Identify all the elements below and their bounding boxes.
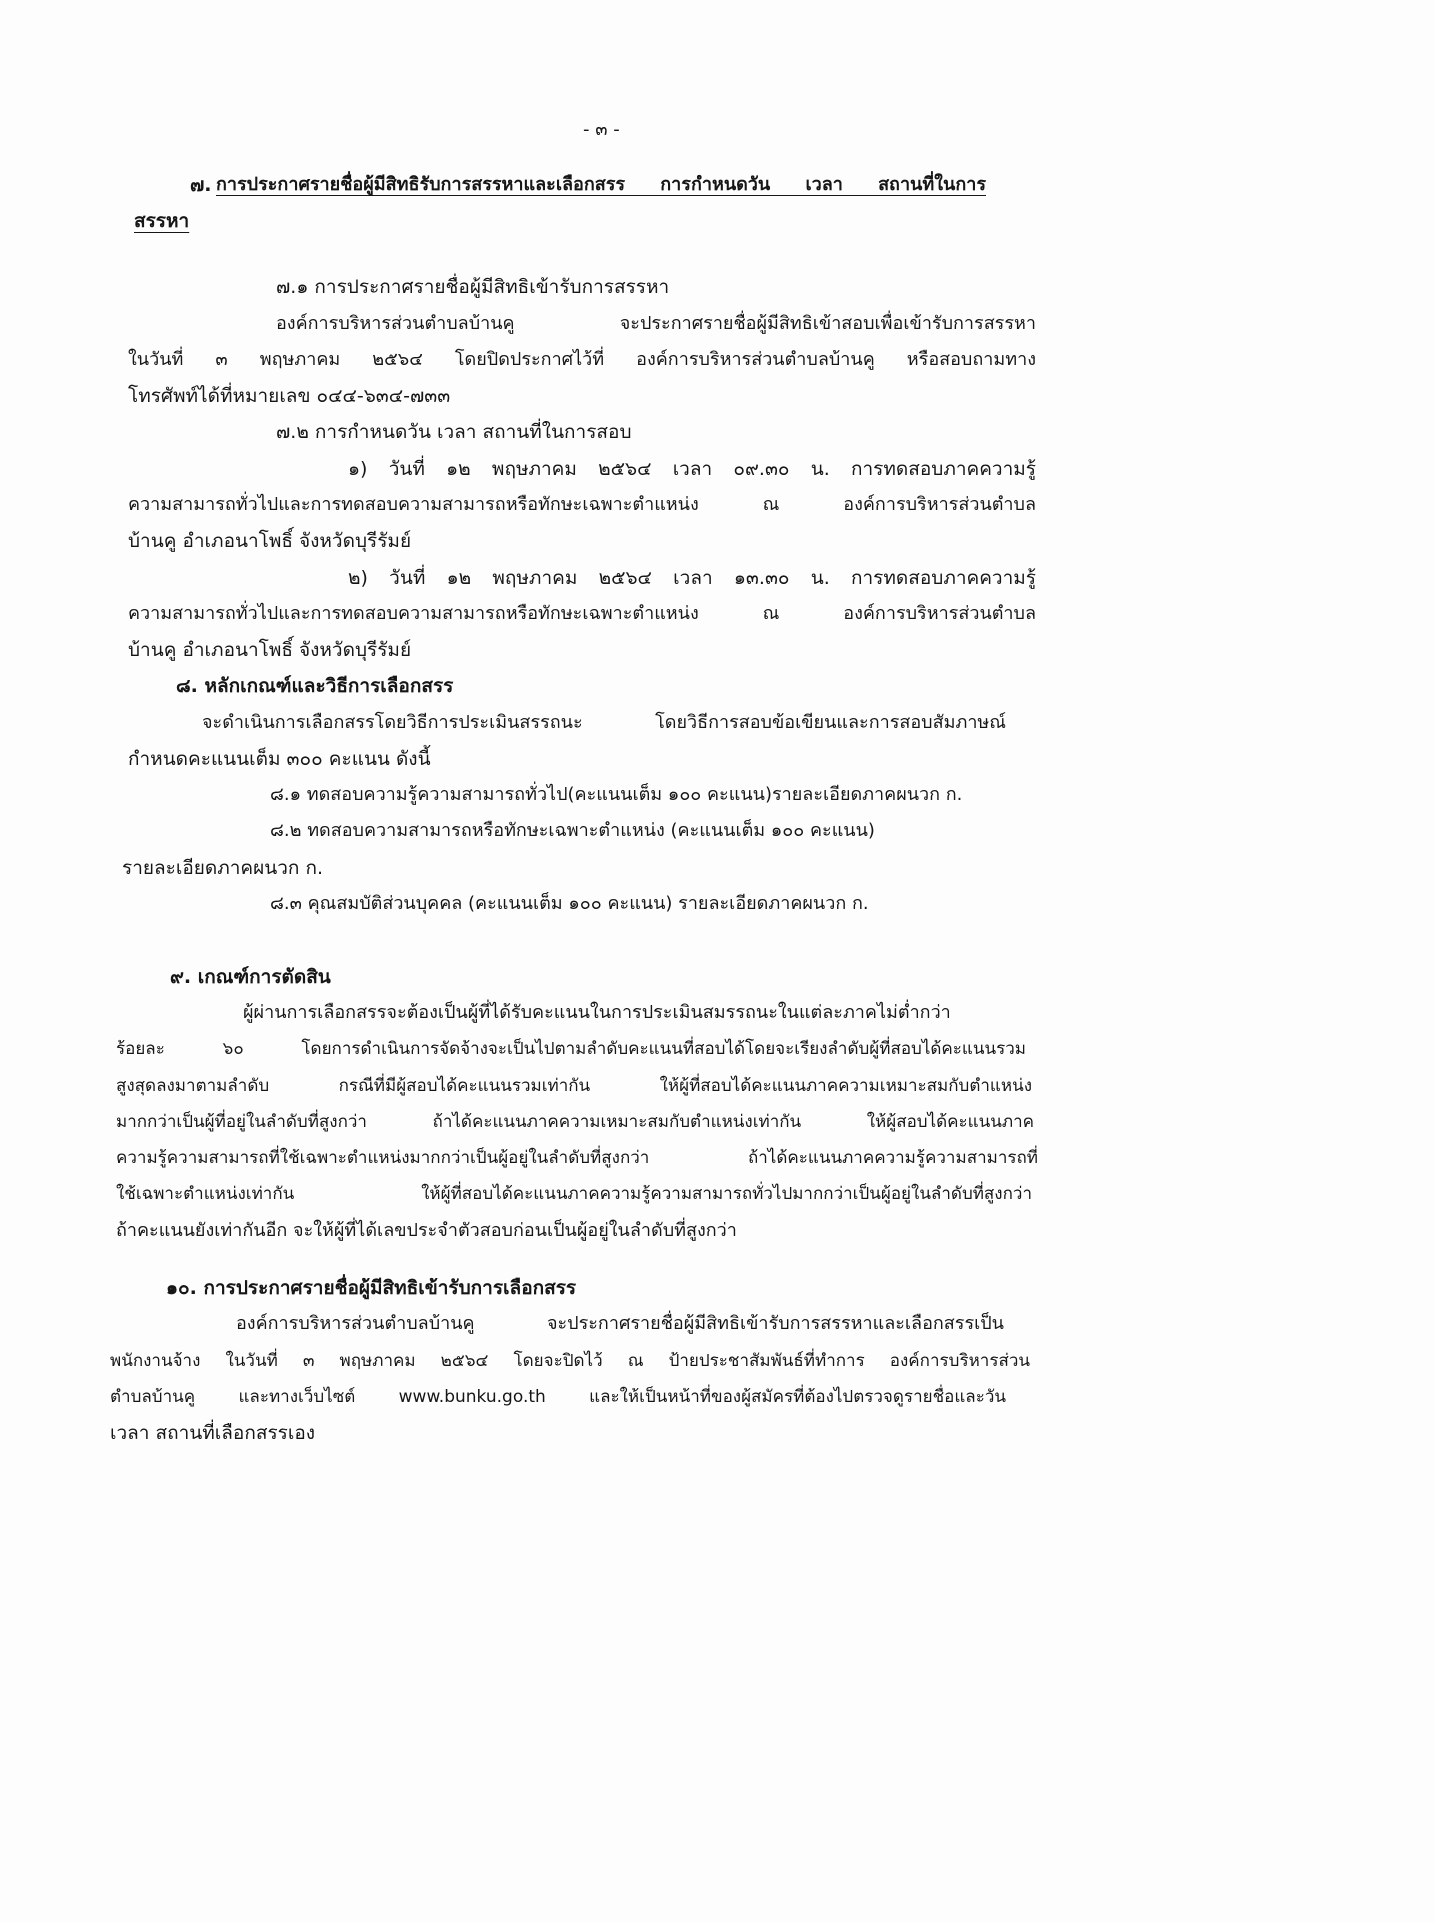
section-7-heading-cont: สรรหา	[134, 210, 190, 232]
section-9-line: ผู้ผ่านการเลือกสรรจะต้องเป็นผู้ที่ได้รับคะแนนในการประเมินสมรรถนะในแต่ละภาคไม่ต่ำกว่า	[243, 1002, 951, 1023]
section-7-2-title: ๗.๒ การกำหนดวัน เวลา สถานที่ในการสอบ	[276, 421, 632, 443]
section-9-line: ความรู้ความสามารถที่ใช้เฉพาะตำแหน่งมากกว่าเป็นผู้อยู่ในลำดับที่สูงกว่า ถ้าได้คะแนนภาคความรู้ความสามารถที่	[116, 1148, 1038, 1168]
section-9-line: ถ้าคะแนนยังเท่ากันอีก จะให้ผู้ที่ได้เลขประจำตัวสอบก่อนเป็นผู้อยู่ในลำดับที่สูงกว่า	[116, 1220, 737, 1241]
section-8-intro-line: กำหนดคะแนนเต็ม ๓๐๐ คะแนน ดังนี้	[128, 748, 431, 770]
section-8-heading: ๘. หลักเกณฑ์และวิธีการเลือกสรร	[176, 675, 454, 697]
section-8-item: ๘.๒ ทดสอบความสามารถหรือทักษะเฉพาะตำแหน่ง (คะแนนเต็ม ๑๐๐ คะแนน)	[270, 820, 875, 841]
section-8-item: รายละเอียดภาคผนวก ก.	[122, 857, 324, 879]
section-8-item: ๘.๑ ทดสอบความรู้ความสามารถทั่วไป(คะแนนเต็ม ๑๐๐ คะแนน)รายละเอียดภาคผนวก ก.	[270, 784, 963, 805]
section-7-1-line: องค์การบริหารส่วนตำบลบ้านคู จะประกาศรายชื่อผู้มีสิทธิเข้าสอบเพื่อเข้ารับการสรรหา	[276, 313, 1036, 334]
section-9-line: ร้อยละ ๖๐ โดยการดำเนินการจัดจ้างจะเป็นไปตามลำดับคะแนนที่สอบได้โดยจะเรียงลำดับผู้ที่สอบได้คะแนนรวม	[116, 1039, 1026, 1059]
section-8-intro-line: จะดำเนินการเลือกสรรโดยวิธีการประเมินสรรถนะ โดยวิธีการสอบข้อเขียนและการสอบสัมภาษณ์	[202, 712, 1006, 733]
section-8-item: ๘.๓ คุณสมบัติส่วนบุคคล (คะแนนเต็ม ๑๐๐ คะแนน) รายละเอียดภาคผนวก ก.	[270, 893, 869, 914]
section-7-2-item-1-line: ความสามารถทั่วไปและการทดสอบความสามารถหรือทักษะเฉพาะตำแหน่ง ณ องค์การบริหารส่วนตำบล	[128, 494, 1036, 515]
section-9-line: สูงสุดลงมาตามลำดับ กรณีที่มีผู้สอบได้คะแนนรวมเท่ากัน ให้ผู้ที่สอบได้คะแนนภาคความเหมาะสมกับตำแหน่ง	[116, 1076, 1032, 1096]
section-10-heading: ๑๐. การประกาศรายชื่อผู้มีสิทธิเข้ารับการเลือกสรร	[166, 1277, 577, 1299]
section-7-2-item-2-line: บ้านคู อำเภอนาโพธิ์ จังหวัดบุรีรัมย์	[128, 639, 412, 661]
section-7-1-title: ๗.๑ การประกาศรายชื่อผู้มีสิทธิเข้ารับการสรรหา	[276, 276, 670, 298]
section-7-2-item-1-line: ๑) วันที่ ๑๒ พฤษภาคม ๒๕๖๔ เวลา ๐๙.๓๐ น. การทดสอบภาคความรู้	[348, 458, 1036, 480]
section-7-heading: การประกาศรายชื่อผู้มีสิทธิรับการสรรหาและเลือกสรร การกำหนดวัน เวลา สถานที่ในการ	[216, 174, 986, 195]
section-7-1-line: ในวันที่ ๓ พฤษภาคม ๒๕๖๔ โดยปิดประกาศไว้ที่ องค์การบริหารส่วนตำบลบ้านคู หรือสอบถามทาง	[128, 349, 1036, 370]
section-9-heading: ๙. เกณฑ์การตัดสิน	[170, 966, 331, 988]
section-10-line: ตำบลบ้านคู และทางเว็บไซต์ www.bunku.go.th และให้เป็นหน้าที่ของผู้สมัครที่ต้องไปตรวจดูรายชื่อและวัน	[110, 1387, 1006, 1407]
page-number: - ๓ -	[583, 119, 620, 140]
section-10-line: เวลา สถานที่เลือกสรรเอง	[110, 1422, 316, 1444]
section-10-line: พนักงานจ้าง ในวันที่ ๓ พฤษภาคม ๒๕๖๔ โดยจะปิดไว้ ณ ป้ายประชาสัมพันธ์ที่ทำการ องค์การบริหารส่วน	[110, 1351, 1030, 1371]
section-10-line: องค์การบริหารส่วนตำบลบ้านคู จะประกาศรายชื่อผู้มีสิทธิเข้ารับการสรรหาและเลือกสรรเป็น	[236, 1313, 1004, 1334]
section-9-line: ใช้เฉพาะตำแหน่งเท่ากัน ให้ผู้ที่สอบได้คะแนนภาคความรู้ความสามารถทั่วไปมากกว่าเป็นผู้อยู่ในลำดับที่สูงกว่า	[116, 1184, 1032, 1204]
section-7-2-item-1-line: บ้านคู อำเภอนาโพธิ์ จังหวัดบุรีรัมย์	[128, 530, 412, 552]
section-7-2-item-2-line: ความสามารถทั่วไปและการทดสอบความสามารถหรือทักษะเฉพาะตำแหน่ง ณ องค์การบริหารส่วนตำบล	[128, 603, 1036, 624]
section-9-line: มากกว่าเป็นผู้ที่อยู่ในลำดับที่สูงกว่า ถ้าได้คะแนนภาคความเหมาะสมกับตำแหน่งเท่ากัน ให้ผู้สอบได้คะแนนภาค	[116, 1112, 1034, 1132]
section-7-1-line: โทรศัพท์ได้ที่หมายเลข ๐๔๔-๖๓๔-๗๓๓	[128, 385, 451, 407]
section-7-heading-number: ๗.	[190, 174, 212, 196]
section-7-2-item-2-line: ๒) วันที่ ๑๒ พฤษภาคม ๒๕๖๔ เวลา ๑๓.๓๐ น. การทดสอบภาคความรู้	[348, 567, 1036, 589]
